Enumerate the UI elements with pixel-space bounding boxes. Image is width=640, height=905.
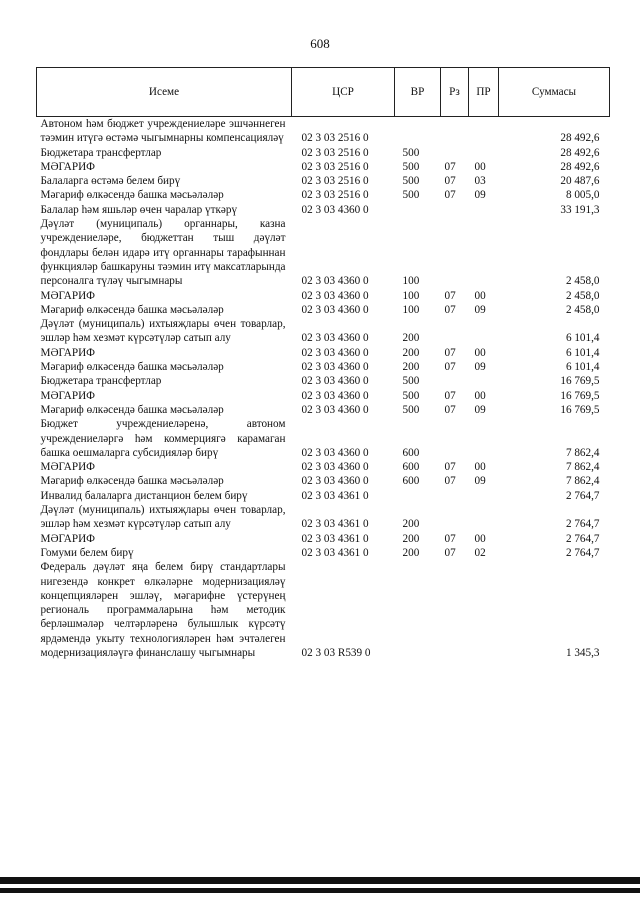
row-rz: 07 xyxy=(444,346,456,359)
header-sum: Суммасы xyxy=(499,68,610,117)
row-vr: 200 xyxy=(402,332,420,345)
header-csr: ЦСР xyxy=(292,68,395,117)
table-row xyxy=(37,317,610,346)
row-pr xyxy=(469,489,499,503)
row-rz xyxy=(441,217,469,288)
row-name: Федераль дәүләт яңа белем бирү стандартлары нигезендә конкрет өлкәләрне модернизацияләү концепцияләрен эшләү, мәгарифне үстерүнең региональ программаларына һәм методик берләшмәләр челтәрләренә булышлык күрсәтү ярдәмендә укыту технологияләрен һәм эчтәлеген модернизацияләүгә финанслашу чыгымнары xyxy=(40,561,286,659)
row-csr: 02 3 03 4360 0 xyxy=(301,389,369,402)
row-name: Мәгариф өлкәсендә башка мәсьәләләр xyxy=(40,303,224,316)
table-row xyxy=(37,117,610,146)
row-name: Автоном һәм бюджет учреждениеләре эшчәннеген тәэмин итүгә өстәмә чыгымнарны компенсацияләү xyxy=(40,118,286,145)
table-row xyxy=(37,346,610,360)
row-csr: 02 3 03 4360 0 xyxy=(301,375,369,388)
table-row xyxy=(37,217,610,288)
row-name: Гомуми белем бирү xyxy=(40,546,134,559)
row-sum: 2 458,0 xyxy=(565,303,600,316)
table-row xyxy=(37,203,610,217)
row-sum: 16 769,5 xyxy=(560,403,600,416)
row-name: МӘГАРИФ xyxy=(40,461,95,474)
row-csr: 02 3 03 4360 0 xyxy=(301,475,369,488)
row-csr: 02 3 03 4360 0 xyxy=(301,275,369,288)
row-rz: 07 xyxy=(444,189,456,202)
row-rz xyxy=(441,417,469,460)
row-rz xyxy=(441,203,469,217)
row-vr: 500 xyxy=(402,175,420,188)
row-vr: 100 xyxy=(402,275,420,288)
row-vr xyxy=(395,117,441,146)
row-pr: 00 xyxy=(474,346,486,359)
table-row xyxy=(37,146,610,160)
row-sum: 7 862,4 xyxy=(565,475,600,488)
row-sum: 2 764,7 xyxy=(565,532,600,545)
row-sum: 33 191,3 xyxy=(560,203,600,216)
row-rz: 07 xyxy=(444,303,456,316)
row-name: МӘГАРИФ xyxy=(40,389,95,402)
row-pr: 00 xyxy=(474,532,486,545)
row-csr: 02 3 03 4360 0 xyxy=(301,303,369,316)
row-sum: 8 005,0 xyxy=(565,189,600,202)
table-row xyxy=(37,489,610,503)
row-sum: 28 492,6 xyxy=(560,146,600,159)
row-sum: 2 764,7 xyxy=(565,489,600,502)
row-csr: 02 3 03 4360 0 xyxy=(301,446,369,459)
row-vr: 500 xyxy=(402,189,420,202)
row-pr xyxy=(469,374,499,388)
row-vr: 500 xyxy=(402,160,420,173)
row-pr: 00 xyxy=(474,461,486,474)
row-sum: 20 487,6 xyxy=(560,175,600,188)
row-name: Дәүләт (муниципаль) органнары, казна учреждениеләре, бюджеттан тыш дәүләт фондлары белән идарә итү органнары тарафыннан функцияләр башкаруны тәэмин итү максатларында персоналга түләү чыгымнары xyxy=(40,218,286,288)
row-csr: 02 3 03 4360 0 xyxy=(301,346,369,359)
row-name: Балаларга өстәмә белем бирү xyxy=(40,175,181,188)
row-vr: 500 xyxy=(402,403,420,416)
row-name: Дәүләт (муниципаль) ихтыяҗлары өчен товарлар, эшләр һәм хезмәт күрсәтүләр сатып алу xyxy=(40,504,286,531)
table-row xyxy=(37,389,610,403)
row-pr: 09 xyxy=(474,303,486,316)
table-row xyxy=(37,546,610,560)
row-sum: 6 101,4 xyxy=(565,332,600,345)
row-csr: 02 3 03 4360 0 xyxy=(301,361,369,374)
row-csr: 02 3 03 2516 0 xyxy=(301,189,369,202)
row-name: Инвалид балаларга дистанцион белем бирү xyxy=(40,489,248,502)
row-name: Мәгариф өлкәсендә башка мәсьәләләр xyxy=(40,189,224,202)
row-pr xyxy=(469,117,499,146)
row-name: Балалар һәм яшьләр өчен чаралар үткәрү xyxy=(40,203,238,216)
row-csr: 02 3 03 4360 0 xyxy=(301,461,369,474)
row-rz xyxy=(441,489,469,503)
row-sum: 7 862,4 xyxy=(565,461,600,474)
row-vr: 200 xyxy=(402,546,420,559)
row-csr: 02 3 03 2516 0 xyxy=(301,146,369,159)
row-sum: 2 764,7 xyxy=(565,518,600,531)
header-rz: Рз xyxy=(441,68,469,117)
row-pr xyxy=(469,503,499,532)
table-row xyxy=(37,417,610,460)
row-rz: 07 xyxy=(444,175,456,188)
row-csr: 02 3 03 R539 0 xyxy=(301,646,371,659)
row-sum: 2 458,0 xyxy=(565,275,600,288)
row-rz: 07 xyxy=(444,160,456,173)
row-vr: 200 xyxy=(402,346,420,359)
row-pr xyxy=(469,317,499,346)
row-pr: 00 xyxy=(474,160,486,173)
row-name: Бюджетара трансфертлар xyxy=(40,375,162,388)
row-pr: 02 xyxy=(474,546,486,559)
table-row xyxy=(37,188,610,202)
row-rz xyxy=(441,317,469,346)
row-name: Бюджетара трансфертлар xyxy=(40,146,162,159)
row-pr xyxy=(469,203,499,217)
row-vr: 200 xyxy=(402,518,420,531)
budget-table xyxy=(36,67,610,660)
row-rz xyxy=(441,117,469,146)
table-row xyxy=(37,374,610,388)
row-rz: 07 xyxy=(444,546,456,559)
row-pr: 09 xyxy=(474,475,486,488)
row-name: МӘГАРИФ xyxy=(40,160,95,173)
table-row xyxy=(37,174,610,188)
row-name: Мәгариф өлкәсендә башка мәсьәләләр xyxy=(40,361,224,374)
row-csr: 02 3 03 2516 0 xyxy=(301,175,369,188)
row-pr: 00 xyxy=(474,289,486,302)
row-csr: 02 3 03 4360 0 xyxy=(301,289,369,302)
table-header xyxy=(37,68,610,117)
row-sum: 2 764,7 xyxy=(565,546,600,559)
row-name: Мәгариф өлкәсендә башка мәсьәләләр xyxy=(40,403,224,416)
row-vr: 600 xyxy=(402,461,420,474)
row-csr: 02 3 03 2516 0 xyxy=(301,160,369,173)
header-name: Исеме xyxy=(37,68,292,117)
row-pr: 09 xyxy=(474,361,486,374)
table-row xyxy=(37,289,610,303)
row-rz: 07 xyxy=(444,475,456,488)
row-name: Бюджет учреждениеләренә, автоном учреждениеләргә һәм коммерциягә карамаган башка оешмаларга субсидияләр бирү xyxy=(40,418,286,459)
table-row xyxy=(37,360,610,374)
row-sum: 6 101,4 xyxy=(565,346,600,359)
table-body xyxy=(37,117,610,661)
table-row xyxy=(37,474,610,488)
row-sum: 7 862,4 xyxy=(565,446,600,459)
row-vr: 600 xyxy=(402,446,420,459)
row-rz xyxy=(441,374,469,388)
row-name: Дәүләт (муниципаль) ихтыяҗлары өчен товарлар, эшләр һәм хезмәт күрсәтүләр сатып алу xyxy=(40,318,286,345)
row-rz xyxy=(441,560,469,660)
row-sum: 1 345,3 xyxy=(565,646,600,659)
row-rz: 07 xyxy=(444,389,456,402)
row-vr: 100 xyxy=(402,303,420,316)
row-name: МӘГАРИФ xyxy=(40,346,95,359)
row-pr xyxy=(469,146,499,160)
row-name: МӘГАРИФ xyxy=(40,289,95,302)
row-sum: 16 769,5 xyxy=(560,389,600,402)
row-pr xyxy=(469,417,499,460)
row-name: Мәгариф өлкәсендә башка мәсьәләләр xyxy=(40,475,224,488)
scan-border-bar xyxy=(0,888,640,893)
page-number: 608 xyxy=(310,36,330,51)
table-row xyxy=(37,403,610,417)
row-csr: 02 3 03 4360 0 xyxy=(301,403,369,416)
row-rz: 07 xyxy=(444,532,456,545)
row-vr xyxy=(395,560,441,660)
scan-border-bar xyxy=(0,877,640,884)
row-vr: 100 xyxy=(402,289,420,302)
row-rz: 07 xyxy=(444,289,456,302)
table-row xyxy=(37,532,610,546)
row-rz xyxy=(441,503,469,532)
header-vr: ВР xyxy=(395,68,441,117)
row-vr xyxy=(395,489,441,503)
row-vr: 500 xyxy=(402,146,420,159)
row-pr: 09 xyxy=(474,189,486,202)
row-rz: 07 xyxy=(444,361,456,374)
table-row xyxy=(37,560,610,660)
row-vr: 500 xyxy=(402,375,420,388)
row-rz xyxy=(441,146,469,160)
row-csr: 02 3 03 4360 0 xyxy=(301,332,369,345)
row-sum: 28 492,6 xyxy=(560,160,600,173)
row-name: МӘГАРИФ xyxy=(40,532,95,545)
row-pr: 09 xyxy=(474,403,486,416)
row-csr: 02 3 03 2516 0 xyxy=(301,132,369,145)
row-pr xyxy=(469,560,499,660)
table-row xyxy=(37,160,610,174)
row-vr: 600 xyxy=(402,475,420,488)
row-csr: 02 3 03 4361 0 xyxy=(301,518,369,531)
row-sum: 6 101,4 xyxy=(565,361,600,374)
header-pr: ПР xyxy=(469,68,499,117)
row-vr: 500 xyxy=(402,389,420,402)
table-row xyxy=(37,303,610,317)
row-sum: 16 769,5 xyxy=(560,375,600,388)
row-csr: 02 3 03 4360 0 xyxy=(301,203,369,216)
row-pr: 00 xyxy=(474,389,486,402)
table-row xyxy=(37,503,610,532)
row-csr: 02 3 03 4361 0 xyxy=(301,532,369,545)
row-vr xyxy=(395,203,441,217)
row-vr: 200 xyxy=(402,532,420,545)
row-rz: 07 xyxy=(444,403,456,416)
row-csr: 02 3 03 4361 0 xyxy=(301,489,369,502)
row-vr: 200 xyxy=(402,361,420,374)
table-row xyxy=(37,460,610,474)
row-sum: 2 458,0 xyxy=(565,289,600,302)
row-pr xyxy=(469,217,499,288)
row-pr: 03 xyxy=(474,175,486,188)
row-csr: 02 3 03 4361 0 xyxy=(301,546,369,559)
row-sum: 28 492,6 xyxy=(560,132,600,145)
row-rz: 07 xyxy=(444,461,456,474)
